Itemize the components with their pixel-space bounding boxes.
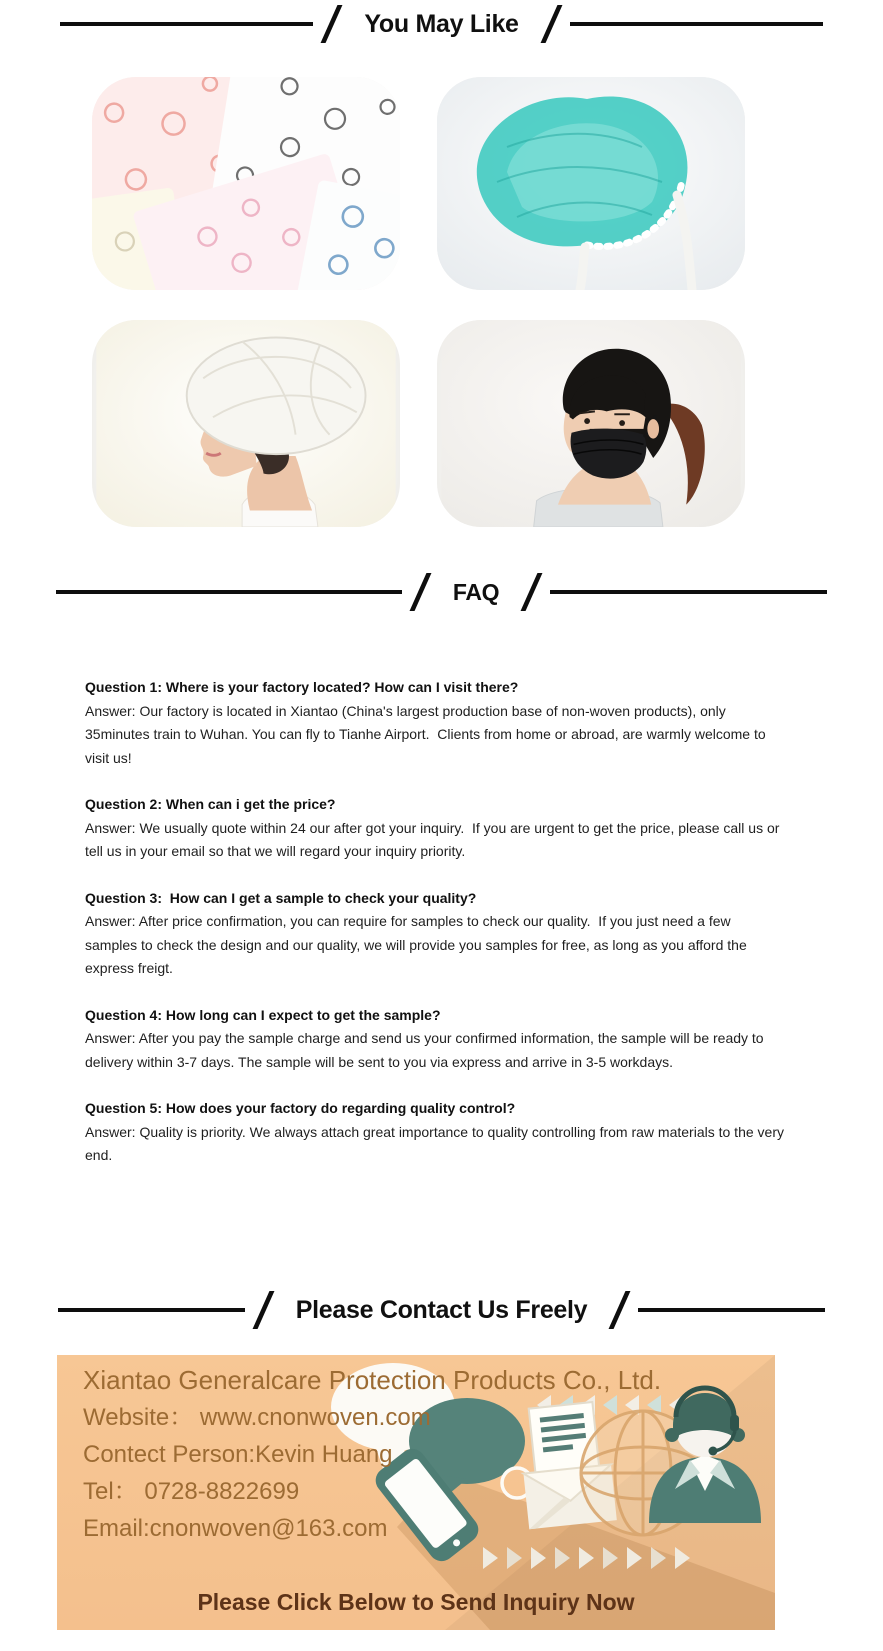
tel-line: Tel： 0728-8822699 (83, 1478, 300, 1505)
divider-line-left (60, 22, 313, 26)
faq-item (85, 676, 785, 770)
product-image-teal-bouffant-cap[interactable] (437, 77, 745, 290)
divider-line-left (56, 590, 402, 594)
contact-header (0, 1288, 883, 1332)
slash-icon (521, 573, 543, 611)
faq-question: Question 1: Where is your factory located? How can I visit there? (85, 679, 519, 695)
faq-answer: Answer: After you pay the sample charge and send us your confirmed information, the sample will be ready to delivery within 3-7 days. The sample will be sent to you via express and arrive in 3-5 workdays. (85, 1030, 768, 1070)
faq-question: Question 3: How can I get a sample to check your quality? (85, 889, 477, 906)
slash-icon (252, 1291, 274, 1329)
slash-icon (321, 5, 343, 43)
faq-question: Question 4: How long can I expect to get the sample? (85, 1006, 441, 1023)
contact-person-line: Contect Person:Kevin Huang (83, 1441, 393, 1468)
divider-line-right (550, 590, 827, 594)
you-may-like-title: You May Like (364, 9, 519, 38)
slash-icon (409, 573, 431, 611)
faq-item (85, 793, 785, 864)
contact-title: Please Contact Us Freely (295, 1295, 588, 1324)
divider-line-right (570, 22, 823, 26)
faq-item (85, 887, 785, 981)
white-cap-model-illustration (92, 320, 400, 527)
you-may-like-header (0, 2, 883, 46)
divider-line-right (638, 1308, 825, 1312)
send-inquiry-cta[interactable]: Please Click Below to Send Inquiry Now (197, 1589, 635, 1615)
product-grid (92, 77, 745, 527)
company-name: Xiantao Generalcare Protection Products Co., Ltd. (83, 1365, 662, 1395)
website-line: Website： www.cnonwoven.com (83, 1404, 431, 1431)
faq-answer: Answer: Quality is priority. We always attach great importance to quality controlling from raw materials to the very end. (85, 1123, 788, 1163)
faq-question: Question 5: How does your factory do regarding quality control? (85, 1100, 516, 1116)
faq-title: FAQ (452, 578, 500, 605)
faq-question: Question 2: When can i get the price? (85, 796, 336, 812)
divider-line-left (58, 1308, 245, 1312)
email-line: Email:cnonwoven@163.com (83, 1515, 388, 1542)
slash-icon (609, 1291, 631, 1329)
faq-header (0, 570, 883, 614)
faq-answer: Answer: Our factory is located in Xiantao (China's largest production base of non-woven products), only 35minutes train to Wuhan. You can fly to Tianhe Airport. Clients from home or abroad, are warmly welcome to visit us! (85, 702, 770, 766)
black-mask-model-illustration (437, 320, 745, 527)
faq-answer: Answer: We usually quote within 24 our after got your inquiry. If you are urgent to get the price, please call us or tell us in your email so that we will regard your inquiry priority. (85, 819, 784, 859)
teal-cap-illustration (437, 77, 745, 290)
faq-list (85, 676, 788, 1191)
contact-info (57, 1355, 775, 1547)
printed-face-masks-illustration (92, 77, 400, 290)
contact-panel (57, 1355, 775, 1630)
product-image-black-face-mask-model[interactable] (437, 320, 745, 527)
faq-item (85, 1097, 788, 1168)
faq-item (85, 1004, 785, 1075)
faq-answer: Answer: After price confirmation, you can require for samples to check our quality. If you just need a few samples to check the design and our quality, we will provide you samples for free, as long as you afford the express freigt. (85, 913, 751, 976)
product-image-printed-face-masks[interactable] (92, 77, 400, 290)
slash-icon (540, 5, 562, 43)
product-image-white-bouffant-cap-model[interactable] (92, 320, 400, 527)
